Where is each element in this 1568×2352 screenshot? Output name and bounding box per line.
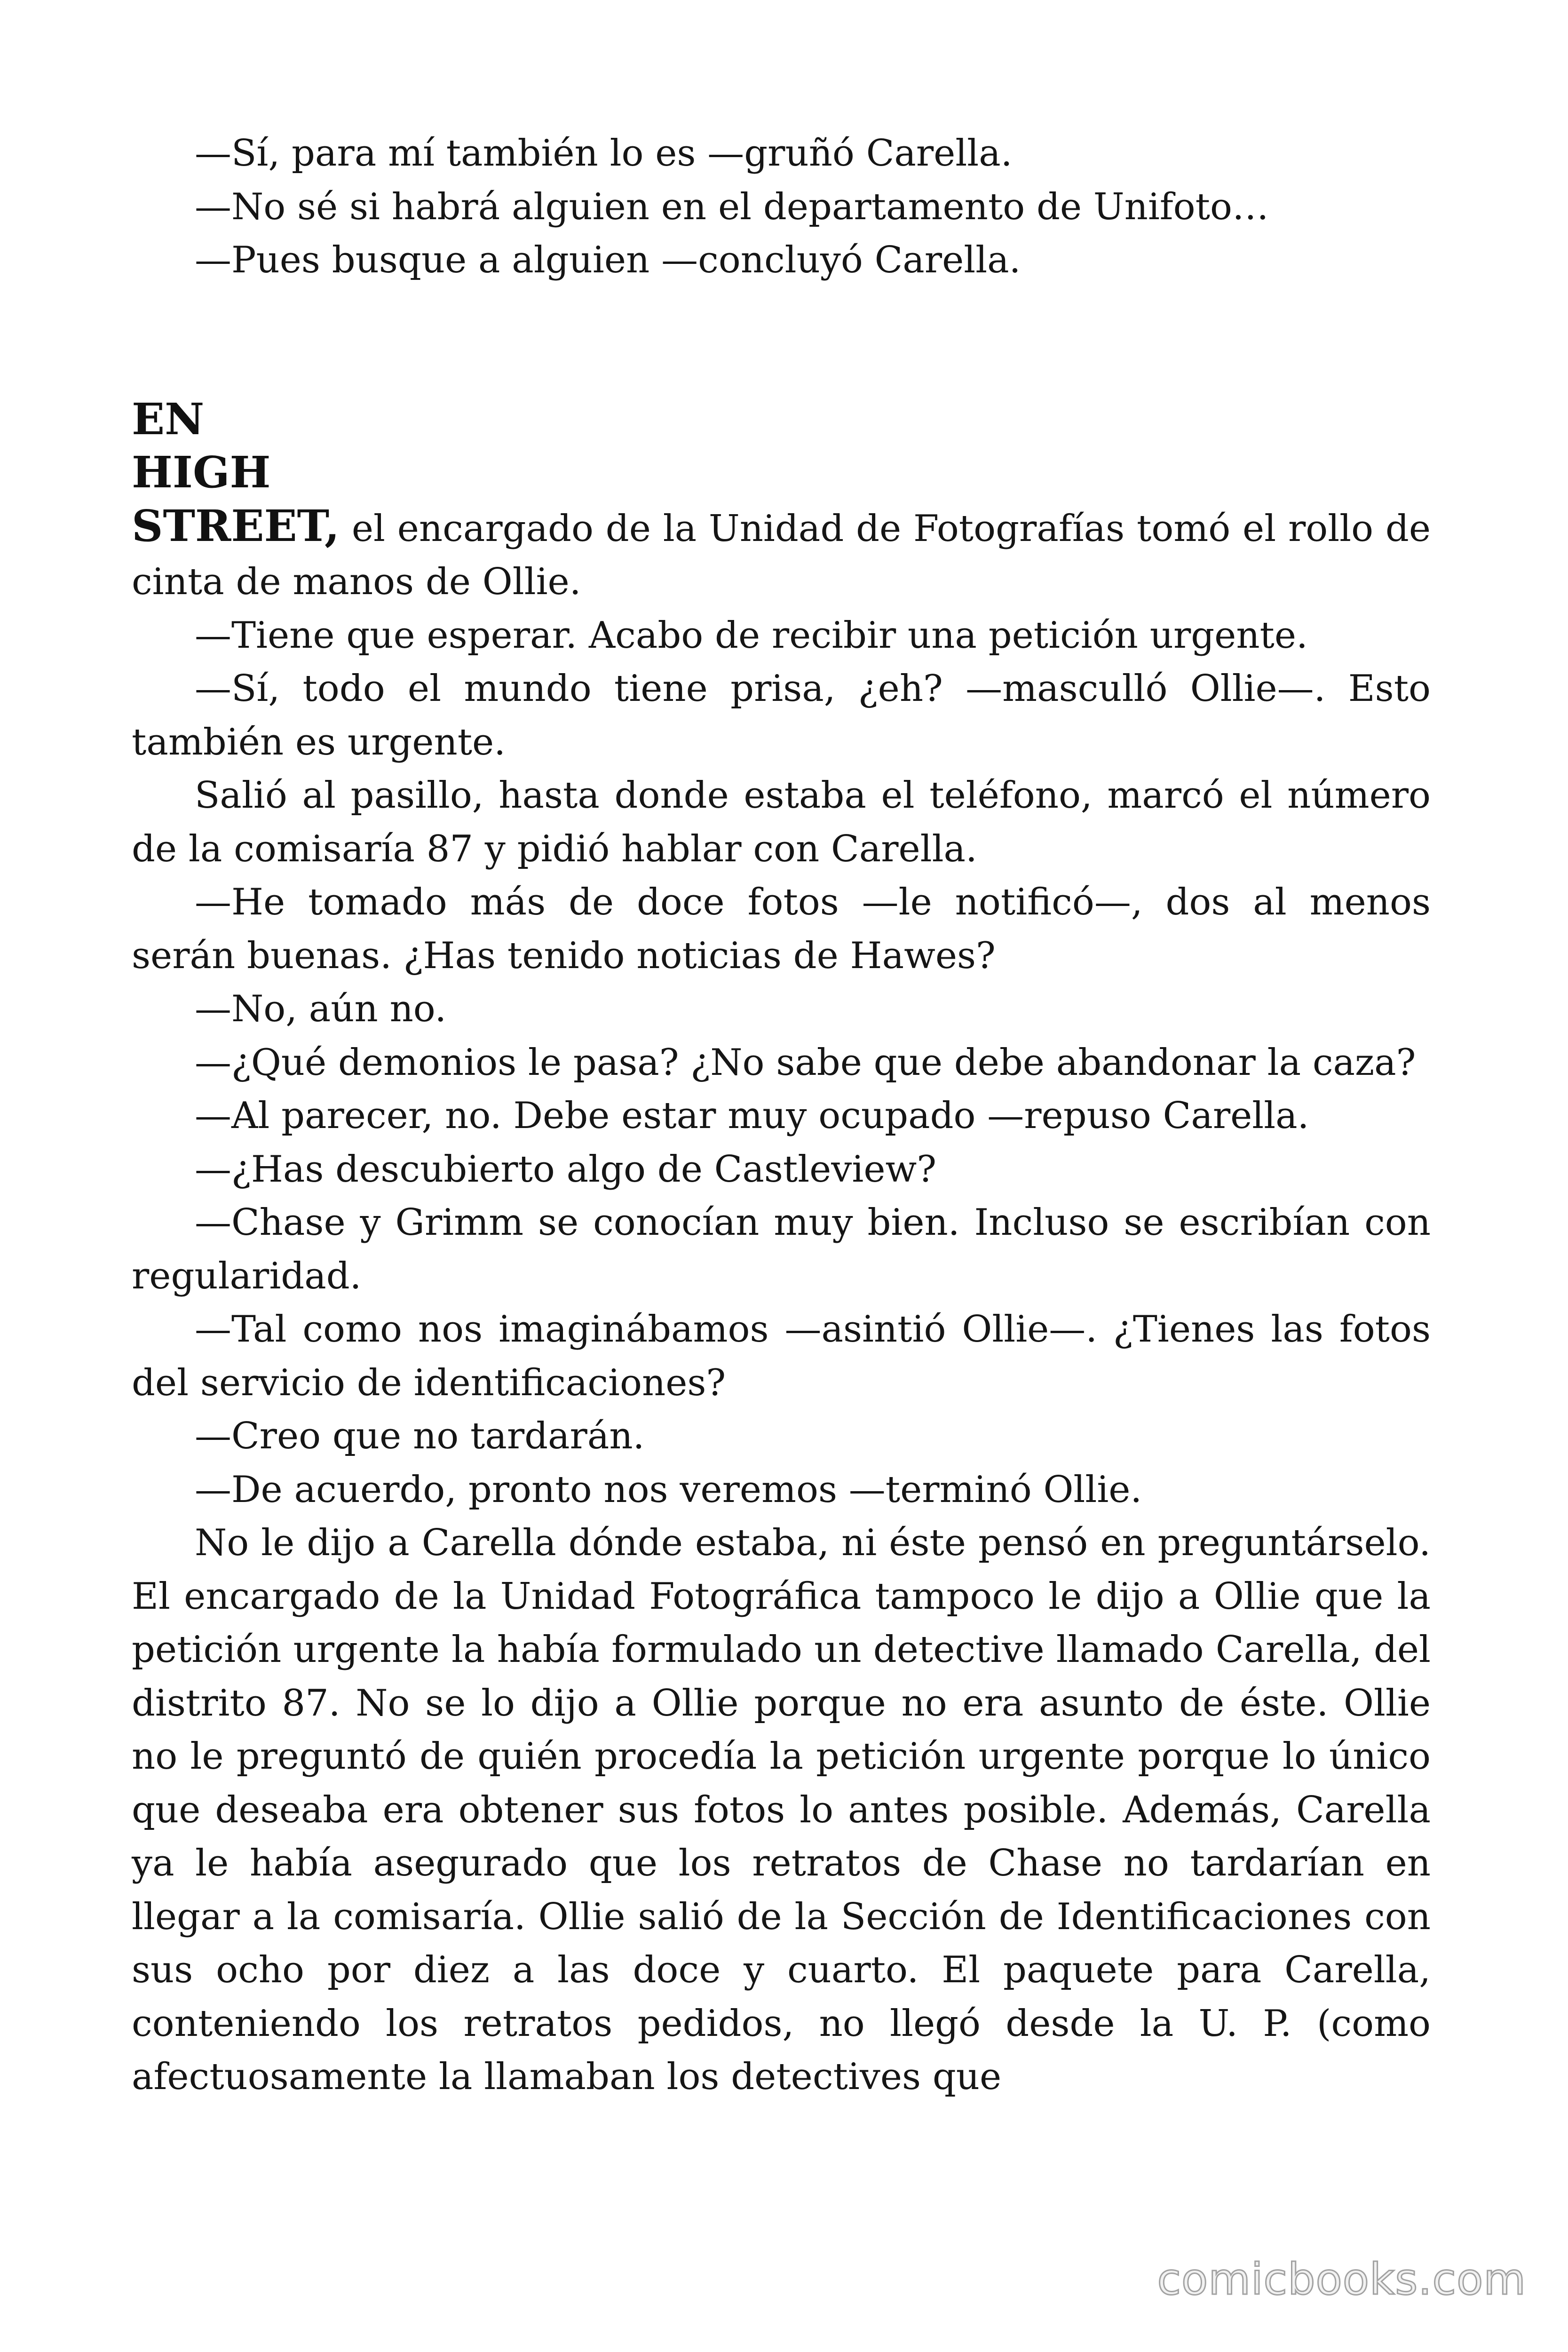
dialogue-line: —Al parecer, no. Debe estar muy ocupado —repuso Carella.: [195, 1095, 1309, 1137]
narrative-paragraph: Salió al pasillo, hasta donde estaba el teléfono, marcó el número de la comisaría 87 y pidió hablar con Carella.: [132, 774, 1431, 870]
dialogue-line: —Sí, todo el mundo tiene prisa, ¿eh? —masculló Ollie—. Esto también es urgente.: [132, 667, 1431, 763]
section: [132, 393, 1431, 2104]
paragraph-text: el encargado de la Unidad de Fotografías tomó el rollo de cinta de manos de Ollie.: [132, 507, 1431, 603]
dialogue-line: —Tiene que esperar. Acabo de recibir una petición urgente.: [195, 614, 1308, 657]
dialogue-line: —Pues busque a alguien —concluyó Carella.: [195, 239, 1021, 281]
dialogue-line: —Chase y Grimm se conocían muy bien. Incluso se escribían con regularidad.: [132, 1201, 1431, 1297]
dialogue-line: —Tal como nos imaginábamos —asintió Ollie—. ¿Tienes las fotos del servicio de identificaciones?: [132, 1308, 1431, 1404]
section-lead-word: EN: [132, 393, 205, 445]
dialogue-line: —¿Has descubierto algo de Castleview?: [195, 1148, 937, 1191]
text-column: [132, 127, 1431, 2104]
opening-dialogue: [132, 127, 1431, 287]
dialogue-line: —Sí, para mí también lo es —gruñó Carella.: [195, 132, 1013, 175]
dialogue-line: —No sé si habrá alguien en el departamento de Unifoto…: [195, 185, 1269, 228]
section-opening-paragraph: [132, 500, 1431, 609]
dialogue-line: —De acuerdo, pronto nos veremos —terminó Ollie.: [195, 1468, 1142, 1511]
dialogue-line: —He tomado más de doce fotos —le notificó—, dos al menos serán buenas. ¿Has tenido noticias de Hawes?: [132, 881, 1431, 977]
dialogue-line: —Creo que no tardarán.: [195, 1415, 645, 1457]
narrative-paragraph: No le dijo a Carella dónde estaba, ni éste pensó en preguntárselo. El encargado de la Unidad Fotográfica tampoco le dijo a Ollie que la petición urgente la había formulado un detective llamado Carella, del distrito 87. No se lo dijo a Ollie porque no era asunto de éste. Ollie no le preguntó de quién procedía la petición urgente porque lo único que deseaba era obtener sus fotos lo antes posible. Además, Carella ya le había asegurado que los retratos de Chase no tardarían en llegar a la comisaría. Ollie salió de la Sección de Identificaciones con sus ocho por diez a las doce y cuarto. El paquete para Carella, conteniendo los retratos pedidos, no llegó desde la U. P. (como afectuosamente la llamaban los detectives que: [132, 1522, 1431, 2098]
section-lead-word: HIGH: [132, 447, 271, 498]
dialogue-line: —No, aún no.: [195, 988, 447, 1030]
watermark: comicbooks.com: [1157, 2254, 1526, 2304]
dialogue-line: —¿Qué demonios le pasa? ¿No sabe que debe abandonar la caza?: [195, 1041, 1416, 1084]
section-lead-word: STREET,: [132, 500, 340, 551]
